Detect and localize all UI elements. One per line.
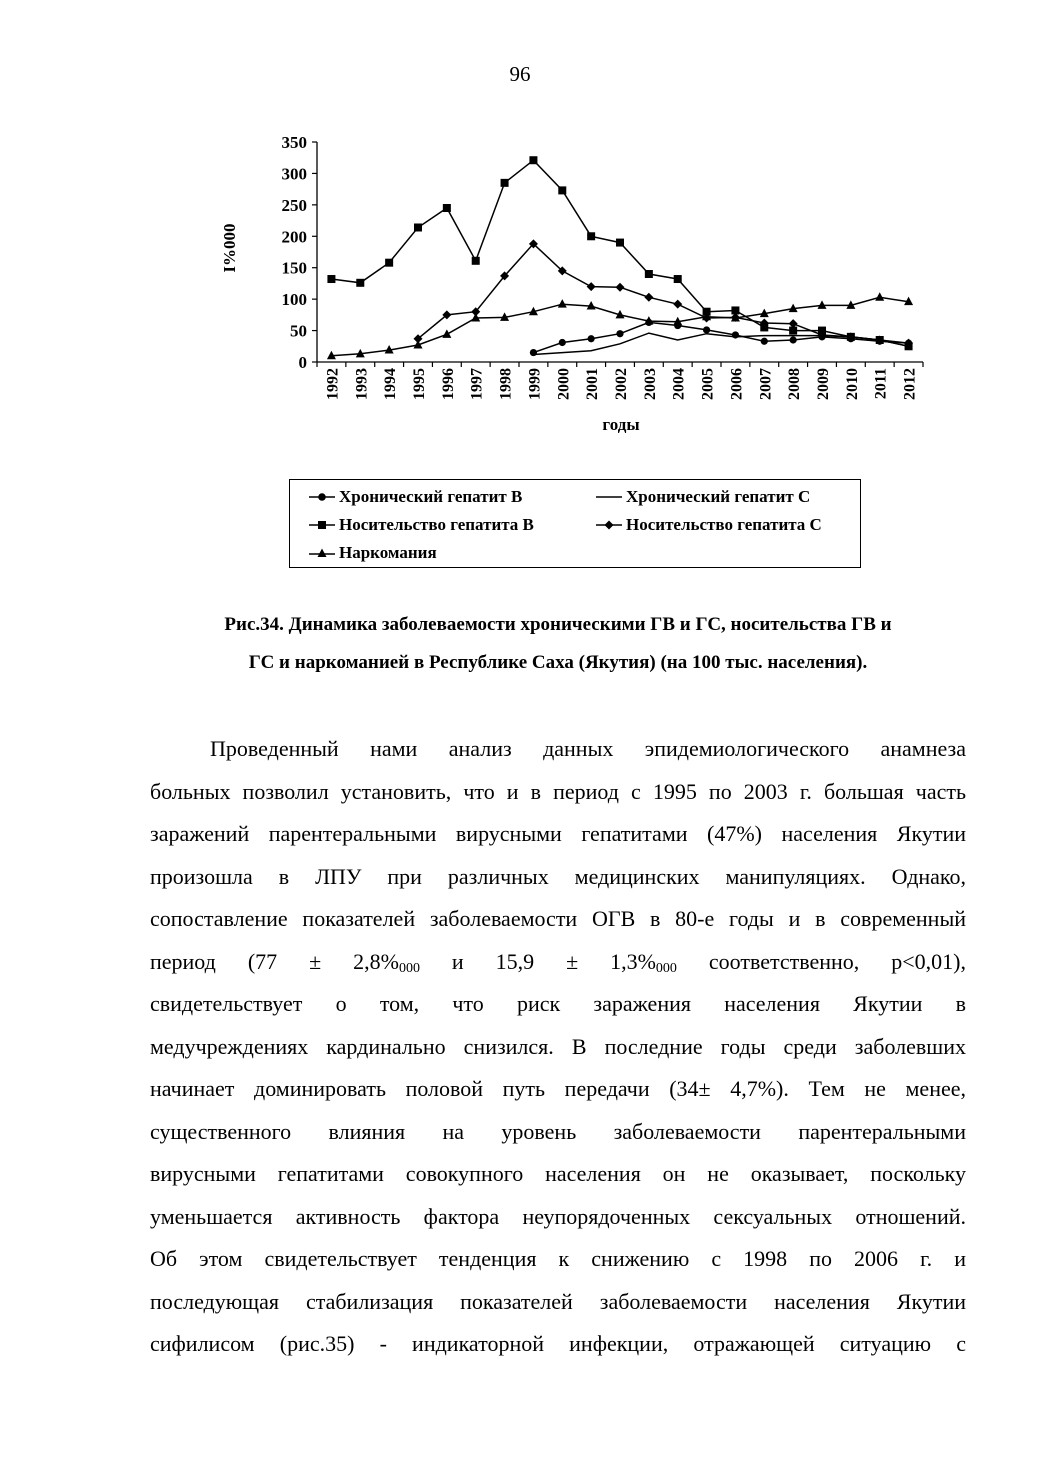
legend-label: Хронический гепатит В: [339, 487, 523, 506]
page-number: 96: [509, 62, 531, 86]
data-point: [414, 223, 422, 231]
data-point: [443, 204, 451, 212]
x-tick-label: 2012: [901, 368, 919, 400]
data-point: [385, 259, 393, 267]
legend-label: Хронический гепатит С: [626, 487, 811, 506]
data-point: [327, 275, 335, 283]
data-point: [558, 299, 567, 308]
data-point: [673, 300, 682, 309]
legend-label: Носительство гепатита В: [339, 515, 534, 534]
data-point: [558, 186, 566, 194]
y-axis-label: I%000: [220, 223, 239, 273]
square-marker-icon: [308, 519, 336, 531]
caption-line-1: Рис.34. Динамика заболеваемости хроническими ГВ и ГС, носительства ГВ и: [224, 614, 892, 635]
x-tick-label: 2007: [757, 368, 775, 400]
x-tick-label: 2003: [641, 368, 659, 400]
chart-legend: [289, 479, 861, 568]
series-line: [418, 244, 909, 343]
y-tick-label: 100: [281, 290, 307, 310]
legend-item-chronic-hb: [308, 485, 522, 509]
x-tick-label: 2000: [555, 368, 573, 400]
data-point: [644, 293, 653, 302]
legend-item-carrier-hc: [595, 513, 822, 537]
y-tick-label: 0: [298, 353, 307, 372]
data-point: [559, 339, 566, 346]
series-3: [327, 156, 912, 350]
triangle-marker-icon: [308, 547, 336, 559]
line-chart: [200, 120, 940, 450]
x-tick-label: 1993: [353, 368, 371, 400]
data-point: [790, 336, 797, 343]
diamond-marker-icon: [595, 519, 623, 531]
series-line: [331, 160, 908, 346]
legend-label: Наркомания: [339, 543, 437, 562]
data-point: [645, 270, 653, 278]
data-point: [530, 349, 537, 356]
x-tick-label: 1994: [382, 368, 400, 400]
text-fragment: 2,8%: [353, 948, 399, 974]
body-paragraph: [150, 728, 966, 1366]
x-tick-label: 2005: [699, 368, 717, 400]
body-line: последующая стабилизация показателей заболеваемости населения Якутии: [150, 1288, 966, 1314]
circle-marker-icon: [308, 491, 336, 503]
chart-series: [327, 156, 913, 359]
body-line: заражений парентеральными вирусными гепатитами (47%) населения Якутии: [150, 821, 966, 846]
data-point: [616, 330, 623, 337]
data-point: [587, 282, 596, 291]
data-point: [616, 283, 625, 292]
x-axis-label: годы: [602, 415, 640, 434]
legend-item-carrier-hb: [308, 513, 534, 537]
y-tick-label: 150: [281, 258, 307, 278]
body-line-with-statistics: [150, 941, 966, 984]
legend-item-chronic-hc: [595, 485, 810, 509]
series-5: [327, 292, 913, 359]
body-line: произошла в ЛПУ при различных медицинских манипуляциях. Однако,: [150, 863, 966, 889]
body-line: уменьшается активность фактора неупорядоченных сексуальных отношений.: [150, 1203, 966, 1229]
data-point: [703, 326, 710, 333]
data-point: [501, 179, 509, 187]
body-line: медучреждениях кардинально снизился. В последние годы среди заболевших: [150, 1033, 966, 1059]
body-line: Об этом свидетельствует тенденция к снижению с 1998 по 2006 г. и: [150, 1246, 966, 1271]
chart-axes: [282, 133, 924, 400]
x-tick-label: 1999: [526, 368, 544, 400]
x-tick-label: 1992: [324, 368, 342, 400]
legend-label: Носительство гепатита С: [626, 515, 822, 534]
y-tick-label: 200: [281, 227, 307, 247]
x-tick-label: 1997: [468, 368, 486, 400]
data-point: [356, 279, 364, 287]
text-fragment: период (77 ±: [150, 948, 354, 974]
x-tick-label: 1996: [439, 368, 457, 400]
x-tick-label: 2011: [872, 368, 890, 400]
body-line: сопоставление показателей заболеваемости ОГВ в 80-е годы и в современный: [150, 906, 966, 931]
data-point: [761, 338, 768, 345]
caption-line-2: ГС и наркоманией в Республике Саха (Якутия) (на 100 тыс. населения).: [248, 652, 868, 673]
body-line: больных позволил установить, что и в период с 1995 по 2003 г. большая часть: [150, 778, 966, 804]
figure-caption: [150, 606, 966, 682]
x-tick-label: 2008: [786, 368, 804, 400]
series-4: [414, 239, 914, 347]
subscript: 000: [398, 960, 420, 976]
body-line: начинает доминировать половой путь передачи (34± 4,7%). Тем не менее,: [150, 1076, 966, 1101]
data-point: [674, 275, 682, 283]
data-point: [472, 257, 480, 265]
x-tick-label: 2002: [613, 368, 630, 400]
x-tick-label: 2009: [815, 368, 832, 400]
data-point: [587, 232, 595, 240]
text-fragment: и 15,9 ± 1,3%: [419, 948, 656, 974]
text-fragment: соответственно, p<0,01),: [676, 948, 966, 974]
y-tick-label: 50: [290, 321, 307, 341]
y-tick-label: 350: [281, 133, 307, 152]
body-line: вирусными гепатитами совокупного населения он не оказывает, поскольку: [150, 1161, 966, 1186]
body-line: сифилисом (рис.35) - индикаторной инфекции, отражающей ситуацию с: [150, 1331, 966, 1356]
body-line: свидетельствует о том, что риск заражения населения Якутии в: [150, 991, 966, 1016]
x-tick-label: 2004: [670, 368, 688, 400]
x-tick-label: 1998: [497, 368, 515, 400]
subscript: 000: [655, 960, 677, 976]
x-tick-label: 2010: [843, 368, 861, 400]
data-point: [588, 335, 595, 342]
data-point: [442, 329, 451, 338]
x-tick-label: 2001: [584, 368, 602, 400]
data-point: [616, 239, 624, 247]
legend-item-addiction: [308, 541, 437, 565]
body-line: Проведенный нами анализ данных эпидемиологического анамнеза: [210, 736, 966, 761]
data-point: [875, 292, 884, 301]
y-tick-label: 250: [281, 195, 307, 215]
body-line: существенного влияния на уровень заболеваемости парентеральными: [150, 1118, 966, 1144]
data-point: [529, 156, 537, 164]
line-marker-icon: [595, 491, 623, 503]
x-tick-label: 1995: [411, 368, 428, 400]
x-tick-label: 2006: [728, 368, 746, 400]
y-tick-label: 300: [281, 164, 307, 184]
